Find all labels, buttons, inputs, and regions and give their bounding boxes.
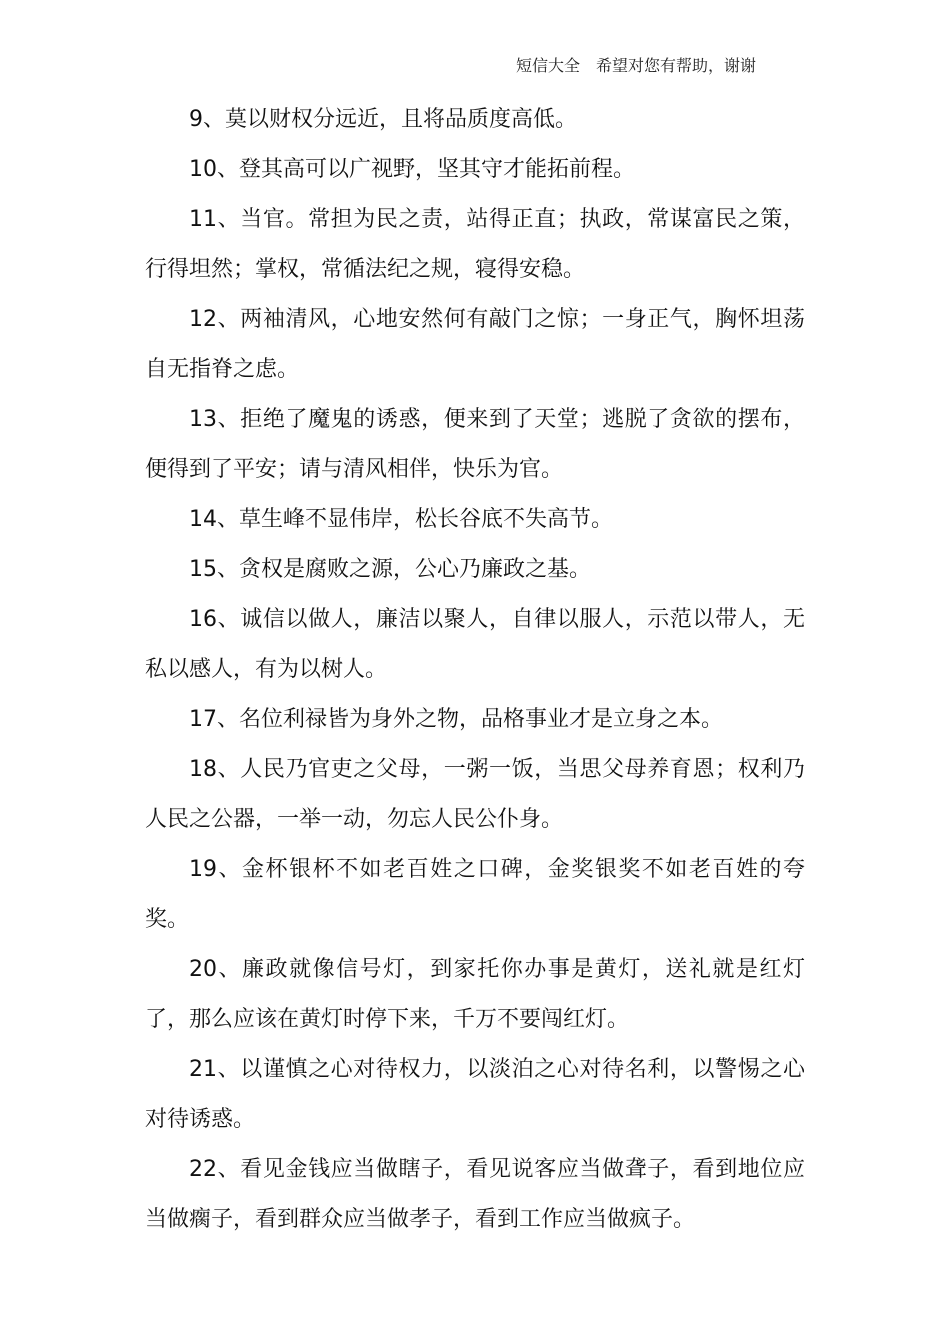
paragraph-10: 10、登其高可以广视野，坚其守才能拓前程。 bbox=[189, 157, 635, 182]
paragraph-21: 21、以谨慎之心对待权力，以淡泊之心对待名利，以警惕之心对待诱惑。 bbox=[145, 1057, 805, 1132]
paragraph-9: 9、莫以财权分远近，且将品质度高低。 bbox=[189, 107, 577, 132]
paragraph-12: 12、两袖清风，心地安然何有敲门之惊；一身正气，胸怀坦荡自无指脊之虑。 bbox=[145, 307, 805, 382]
paragraph-19: 19、金杯银杯不如老百姓之口碑，金奖银奖不如老百姓的夸奖。 bbox=[145, 857, 805, 932]
page-header: 短信大全 希望对您有帮助，谢谢 bbox=[515, 56, 756, 75]
document-body bbox=[145, 95, 805, 1245]
paragraph-20: 20、廉政就像信号灯，到家托你办事是黄灯，送礼就是红灯了，那么应该在黄灯时停下来，千万不要闯红灯。 bbox=[145, 957, 805, 1032]
paragraph-16: 16、诚信以做人，廉洁以聚人，自律以服人，示范以带人，无私以感人，有为以树人。 bbox=[145, 607, 805, 682]
paragraph-22: 22、看见金钱应当做瞎子，看见说客应当做聋子，看到地位应当做瘸子，看到群众应当做孝子，看到工作应当做疯子。 bbox=[145, 1157, 805, 1232]
paragraph-17: 17、名位利禄皆为身外之物，品格事业才是立身之本。 bbox=[189, 707, 723, 732]
paragraph-13: 13、拒绝了魔鬼的诱惑，便来到了天堂；逃脱了贪欲的摆布，便得到了平安；请与清风相伴，快乐为官。 bbox=[145, 407, 805, 482]
paragraph-15: 15、贪权是腐败之源，公心乃廉政之基。 bbox=[189, 557, 591, 582]
paragraph-11: 11、当官。常担为民之责，站得正直；执政，常谋富民之策，行得坦然；掌权，常循法纪之规，寝得安稳。 bbox=[145, 207, 805, 282]
paragraph-14: 14、草生峰不显伟岸，松长谷底不失高节。 bbox=[189, 507, 613, 532]
paragraph-18: 18、人民乃官吏之父母，一粥一饭，当思父母养育恩；权利乃人民之公器，一举一动，勿忘人民公仆身。 bbox=[145, 757, 805, 832]
